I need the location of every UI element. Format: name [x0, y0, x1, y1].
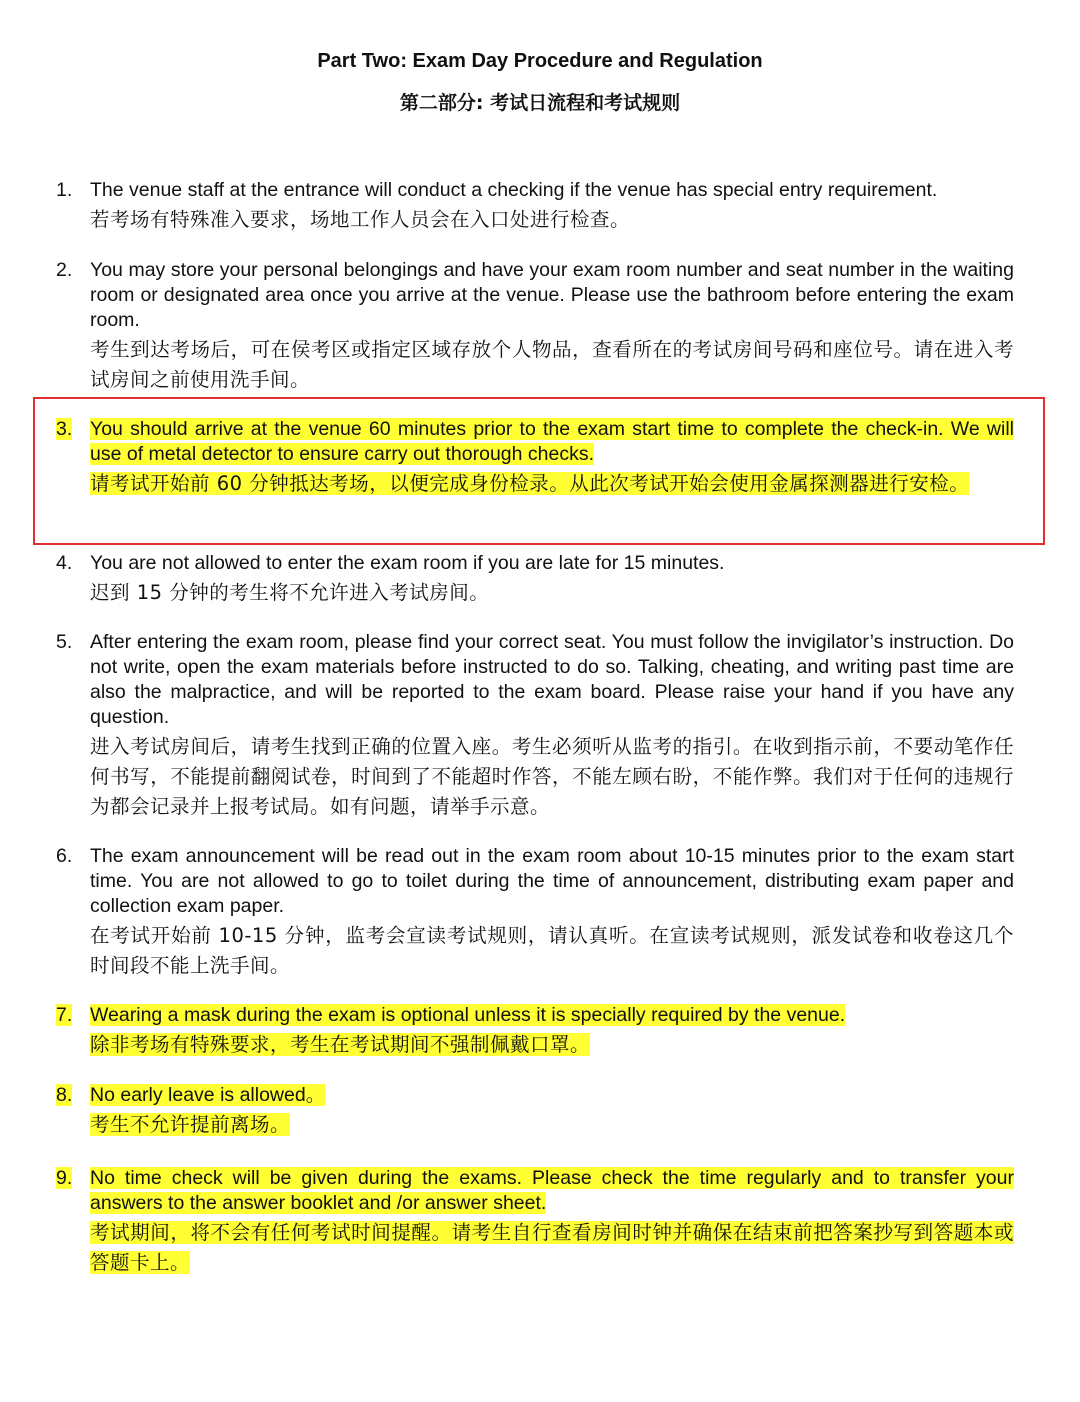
rule-text-zh: 除非考场有特殊要求，考生在考试期间不强制佩戴口罩。: [90, 1033, 591, 1056]
rule-number: 1.: [56, 179, 73, 201]
rule-text-zh: 迟到 15 分钟的考生将不允许进入考试房间。: [90, 581, 490, 604]
rule-text-en: No time check will be given during the exams. Please check the time regularly and to transfer your answers to the answer booklet and /or answer sheet.: [90, 1167, 1014, 1214]
document-title-zh: 第二部分: 考试日流程和考试规则: [399, 92, 681, 114]
rule-text-zh: 考生不允许提前离场。: [90, 1113, 291, 1136]
red-callout-box: [33, 397, 1045, 545]
rule-number: 7.: [56, 1004, 73, 1026]
rule-item-6: [56, 844, 1016, 981]
rule-text-en: No early leave is allowed。: [90, 1084, 326, 1106]
rule-text-zh: 进入考试房间后，请考生找到正确的位置入座。考生必须听从监考的指引。在收到指示前，不要动笔作任何书写，不能提前翻阅试卷，时间到了不能超时作答，不能左顾右盼，不能作弊。我们对于任何的违规行为都会记录并上报考试局。如有问题，请举手示意。: [90, 735, 1014, 818]
rule-number: 3.: [56, 418, 73, 440]
rule-item-9: [56, 1166, 1016, 1278]
rule-item-8: [56, 1083, 1016, 1140]
rule-number: 4.: [56, 552, 73, 574]
rule-text-zh: 考生到达考场后，可在侯考区或指定区域存放个人物品，查看所在的考试房间号码和座位号。请在进入考试房间之前使用洗手间。: [90, 338, 1014, 391]
rule-item-1: [56, 178, 1016, 235]
rule-text-zh: 考试期间，将不会有任何考试时间提醒。请考生自行查看房间时钟并确保在结束前把答案抄写到答题本或答题卡上。: [90, 1221, 1014, 1274]
rule-number: 8.: [56, 1084, 73, 1106]
rule-text-en: You are not allowed to enter the exam room if you are late for 15 minutes.: [90, 552, 725, 574]
rule-item-2: [56, 258, 1016, 395]
document-title-en: Part Two: Exam Day Procedure and Regulation: [317, 50, 763, 72]
rule-text-zh: 在考试开始前 10-15 分钟，监考会宣读考试规则，请认真听。在宣读考试规则，派发试卷和收卷这几个时间段不能上洗手间。: [90, 924, 1014, 977]
rule-text-en: After entering the exam room, please find your correct seat. You must follow the invigilator’s instruction. Do not write, open the exam materials before instructed to do so. Talking, cheating, and writing past time are also the malpractice, and will be reported to the exam board. Please raise your hand if you have any question.: [90, 631, 1014, 728]
rule-text-en: The venue staff at the entrance will conduct a checking if the venue has special entry requirement.: [90, 179, 938, 201]
rule-number: 2.: [56, 259, 73, 281]
rule-text-en: You may store your personal belongings and have your exam room number and seat number in the waiting room or designated area once you arrive at the venue. Please use the bathroom before entering the exam room.: [90, 259, 1014, 331]
rule-item-5: [56, 630, 1016, 822]
rule-text-zh: 请考试开始前 60 分钟抵达考场，以便完成身份检录。从此次考试开始会使用金属探测器进行安检。: [90, 472, 970, 495]
rule-text-en: The exam announcement will be read out in the exam room about 10-15 minutes prior to the exam start time. You are not allowed to go to toilet during the time of announcement, distributing exam paper and collection exam paper.: [90, 845, 1014, 917]
rule-number: 6.: [56, 845, 73, 867]
rule-number: 9.: [56, 1167, 73, 1189]
rule-number: 5.: [56, 631, 73, 653]
rule-text-zh: 若考场有特殊准入要求，场地工作人员会在入口处进行检查。: [90, 208, 631, 231]
rule-text-en: You should arrive at the venue 60 minutes prior to the exam start time to complete the check-in. We will use of metal detector to ensure carry out thorough checks.: [90, 418, 1014, 465]
rule-item-4: [56, 551, 1016, 608]
rule-text-en: Wearing a mask during the exam is optional unless it is specially required by the venue.: [90, 1004, 846, 1026]
rule-item-7: [56, 1003, 1016, 1060]
